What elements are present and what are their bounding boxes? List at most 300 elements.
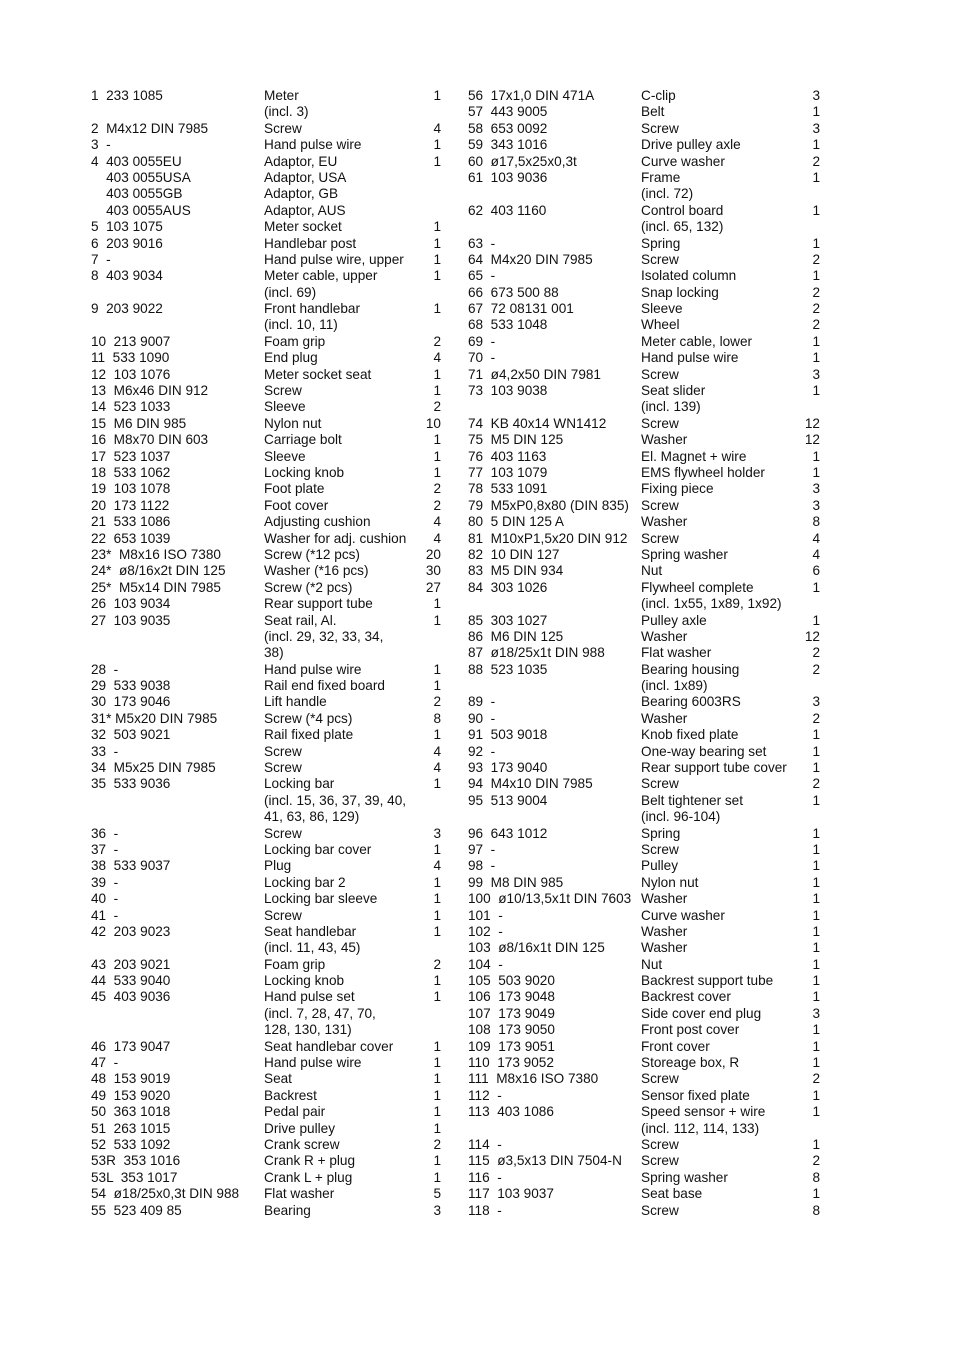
- part-quantity: 1: [433, 1120, 441, 1136]
- parts-list-row: [91, 137, 441, 153]
- part-description: Crank L + plug: [264, 1169, 353, 1185]
- parts-list-row: [468, 1088, 820, 1104]
- part-number: 104 -: [468, 956, 503, 972]
- part-quantity: 2: [812, 710, 820, 726]
- parts-list-row: [468, 367, 820, 383]
- part-quantity: 1: [433, 841, 441, 857]
- parts-list-row: [468, 760, 820, 776]
- part-number: 37 -: [91, 841, 119, 857]
- part-number: 66 673 500 88: [468, 284, 559, 300]
- parts-list-row: [91, 596, 441, 612]
- part-quantity: 12: [804, 415, 820, 431]
- part-description: Rear support tube: [264, 596, 373, 612]
- part-description: (incl. 65, 132): [641, 219, 724, 235]
- parts-list-row: [468, 1071, 820, 1087]
- part-number: 2 M4x12 DIN 7985: [91, 120, 209, 136]
- part-number: 49 153 9020: [91, 1087, 171, 1103]
- part-description: One-way bearing set: [641, 743, 767, 759]
- part-number: 74 KB 40x14 WN1412: [468, 415, 607, 431]
- part-description: Seat handlebar cover: [264, 1038, 394, 1054]
- parts-list-row: [468, 219, 820, 235]
- part-description: Seat slider: [641, 383, 706, 399]
- part-description: Fixing piece: [641, 481, 714, 497]
- part-description: Foam grip: [264, 333, 326, 349]
- parts-list-row: [468, 268, 820, 284]
- parts-list-row: [468, 481, 820, 497]
- part-description: Washer: [641, 940, 688, 956]
- part-number: 6 203 9016: [91, 235, 163, 251]
- part-number: 3 -: [91, 137, 111, 153]
- part-description: Screw: [641, 841, 679, 857]
- parts-list-row: [468, 1203, 820, 1219]
- parts-list-row: [91, 1006, 441, 1022]
- parts-list-row: [91, 1022, 441, 1038]
- part-quantity: 1: [433, 251, 441, 267]
- part-number: 47 -: [91, 1055, 119, 1071]
- part-quantity: 8: [812, 514, 820, 530]
- part-description: Flat washer: [641, 645, 712, 661]
- part-description: Sleeve: [264, 448, 306, 464]
- parts-list-row: [468, 498, 820, 514]
- parts-list-row: [468, 629, 820, 645]
- parts-list-row: [468, 1039, 820, 1055]
- part-description: Bearing housing: [641, 661, 740, 677]
- parts-list-row: [468, 727, 820, 743]
- parts-list-row: [91, 809, 441, 825]
- part-description: Locking bar 2: [264, 874, 346, 890]
- part-description: Sleeve: [264, 399, 306, 415]
- part-number: 34 M5x25 DIN 7985: [91, 760, 216, 776]
- part-number: 21 533 1086: [91, 514, 171, 530]
- part-quantity: 3: [812, 1005, 820, 1021]
- part-description: (incl. 1x89): [641, 678, 708, 694]
- part-description: Meter socket seat: [264, 366, 372, 382]
- part-quantity: 4: [812, 530, 820, 546]
- part-description: Backrest support tube: [641, 973, 774, 989]
- part-description: Washer: [641, 514, 688, 530]
- part-description: Foot cover: [264, 497, 329, 513]
- part-number: 60 ø17,5x25x0,3t: [468, 153, 577, 169]
- parts-list-row: [468, 236, 820, 252]
- part-description: (incl. 10, 11): [264, 317, 338, 333]
- part-number: 45 403 9036: [91, 989, 171, 1005]
- part-description: Screw: [641, 366, 679, 382]
- parts-list-row: [468, 301, 820, 317]
- part-quantity: 8: [812, 1169, 820, 1185]
- part-description: Sleeve: [641, 301, 683, 317]
- parts-list-row: [91, 170, 441, 186]
- parts-list-row: [91, 1088, 441, 1104]
- part-description: Seat: [264, 1071, 292, 1087]
- part-number: 75 M5 DIN 125: [468, 432, 564, 448]
- part-number: 90 -: [468, 710, 496, 726]
- part-quantity: 1: [433, 973, 441, 989]
- parts-list-row: [468, 465, 820, 481]
- part-number: 115 ø3,5x13 DIN 7504-N: [468, 1153, 622, 1169]
- parts-list-row: [91, 301, 441, 317]
- part-number: 110 173 9052: [468, 1055, 554, 1071]
- part-quantity: 2: [433, 694, 441, 710]
- part-number: 82 10 DIN 127: [468, 546, 560, 562]
- parts-list-row: [91, 1186, 441, 1202]
- part-number: 44 533 9040: [91, 973, 171, 989]
- part-number: 113 403 1086: [468, 1104, 554, 1120]
- part-number: 69 -: [468, 333, 496, 349]
- parts-list-row: [468, 662, 820, 678]
- parts-list-row: [468, 809, 820, 825]
- parts-list-row: [91, 1104, 441, 1120]
- parts-list-row: [91, 613, 441, 629]
- parts-list-row: [91, 481, 441, 497]
- part-description: Screw: [264, 120, 302, 136]
- part-number: 88 523 1035: [468, 661, 548, 677]
- part-description: (incl. 96-104): [641, 809, 721, 825]
- part-quantity: 1: [812, 268, 820, 284]
- parts-list-row: [468, 1153, 820, 1169]
- part-number: 5 103 1075: [91, 219, 163, 235]
- parts-list-row: [468, 334, 820, 350]
- parts-list-row: [468, 514, 820, 530]
- parts-list-row: [468, 383, 820, 399]
- part-description: Washer: [641, 628, 688, 644]
- part-quantity: 1: [812, 1038, 820, 1054]
- part-description: Nylon nut: [641, 874, 699, 890]
- part-quantity: 2: [812, 317, 820, 333]
- part-description: (incl. 112, 114, 133): [641, 1120, 760, 1136]
- parts-list-row: [468, 203, 820, 219]
- part-description: Hand pulse wire: [264, 661, 362, 677]
- part-description: Spring: [641, 825, 681, 841]
- parts-list-row: [468, 399, 820, 415]
- part-number: 84 303 1026: [468, 579, 548, 595]
- part-description: Plug: [264, 858, 292, 874]
- parts-list-row: [468, 563, 820, 579]
- parts-list-row: [468, 350, 820, 366]
- part-quantity: 1: [812, 350, 820, 366]
- part-description: Screw (*2 pcs): [264, 579, 353, 595]
- part-description: Adjusting cushion: [264, 514, 371, 530]
- part-number: 94 M4x10 DIN 7985: [468, 776, 593, 792]
- part-quantity: 3: [812, 88, 820, 103]
- part-quantity: 2: [812, 776, 820, 792]
- parts-list-row: [91, 88, 441, 104]
- part-number: 99 M8 DIN 985: [468, 874, 564, 890]
- part-quantity: 2: [812, 645, 820, 661]
- part-quantity: 2: [812, 284, 820, 300]
- part-description: Front handlebar: [264, 301, 360, 317]
- part-quantity: 30: [425, 563, 441, 579]
- part-quantity: 1: [812, 792, 820, 808]
- part-quantity: 1: [433, 235, 441, 251]
- parts-list-row: [91, 367, 441, 383]
- parts-list-row: [468, 88, 820, 104]
- part-description: Flat washer: [264, 1186, 335, 1202]
- part-quantity: 1: [433, 1104, 441, 1120]
- part-number: 85 303 1027: [468, 612, 548, 628]
- part-quantity: 10: [425, 415, 441, 431]
- part-number: 42 203 9023: [91, 923, 171, 939]
- parts-list-row: [91, 694, 441, 710]
- part-number: 56 17x1,0 DIN 471A: [468, 88, 595, 103]
- part-quantity: 1: [812, 923, 820, 939]
- part-quantity: 1: [433, 448, 441, 464]
- part-number: 71 ø4,2x50 DIN 7981: [468, 366, 601, 382]
- parts-list-row: [468, 170, 820, 186]
- parts-list-row: [468, 121, 820, 137]
- part-description: Hand pulse set: [264, 989, 355, 1005]
- part-quantity: 1: [433, 1071, 441, 1087]
- parts-list-row: [91, 776, 441, 792]
- part-description: Hand pulse wire: [264, 137, 362, 153]
- part-quantity: 1: [433, 989, 441, 1005]
- part-description: Locking bar sleeve: [264, 891, 378, 907]
- part-quantity: 1: [433, 153, 441, 169]
- part-description: Screw: [641, 1202, 679, 1218]
- part-number: 77 103 1079: [468, 464, 548, 480]
- part-description: Lift handle: [264, 694, 327, 710]
- part-description: (incl. 139): [641, 399, 701, 415]
- parts-list-row: [91, 252, 441, 268]
- part-description: Nut: [641, 563, 663, 579]
- part-quantity: 1: [812, 858, 820, 874]
- parts-list-row: [468, 891, 820, 907]
- part-quantity: 1: [812, 956, 820, 972]
- part-quantity: 1: [433, 907, 441, 923]
- part-quantity: 20: [425, 546, 441, 562]
- part-quantity: 3: [812, 120, 820, 136]
- part-description: C-clip: [641, 88, 676, 103]
- part-number: 33 -: [91, 743, 119, 759]
- part-quantity: 4: [812, 546, 820, 562]
- parts-list-row: [91, 1170, 441, 1186]
- part-number: 9 203 9022: [91, 301, 163, 317]
- part-quantity: 1: [433, 1038, 441, 1054]
- parts-list-row: [91, 1055, 441, 1071]
- part-quantity: 3: [812, 497, 820, 513]
- part-number: 14 523 1033: [91, 399, 171, 415]
- part-quantity: 2: [433, 481, 441, 497]
- part-description: Spring washer: [641, 1169, 728, 1185]
- part-description: Screw (*12 pcs): [264, 546, 360, 562]
- part-description: Bearing: [264, 1202, 311, 1218]
- part-quantity: 3: [812, 694, 820, 710]
- parts-list-row: [468, 104, 820, 120]
- part-number: 10 213 9007: [91, 333, 171, 349]
- part-description: Belt: [641, 104, 665, 120]
- part-quantity: 1: [433, 383, 441, 399]
- parts-list-row: [91, 711, 441, 727]
- part-description: Hand pulse wire: [641, 350, 739, 366]
- part-quantity: 5: [433, 1186, 441, 1202]
- part-number: 67 72 08131 001: [468, 301, 574, 317]
- part-quantity: 27: [425, 579, 441, 595]
- part-number: 95 513 9004: [468, 792, 548, 808]
- parts-list-row: [91, 580, 441, 596]
- part-quantity: 1: [812, 841, 820, 857]
- part-description: Screw: [641, 1137, 679, 1152]
- part-quantity: 1: [812, 333, 820, 349]
- parts-list-row: [91, 875, 441, 891]
- parts-list-row: [91, 334, 441, 350]
- part-quantity: 2: [433, 497, 441, 513]
- parts-list-right-column: [468, 88, 820, 1219]
- part-description: Locking knob: [264, 973, 345, 989]
- part-quantity: 1: [812, 1137, 820, 1152]
- parts-list-row: [468, 1006, 820, 1022]
- part-quantity: 1: [433, 1055, 441, 1071]
- part-number: 32 503 9021: [91, 727, 171, 743]
- part-number: 89 -: [468, 694, 496, 710]
- parts-list-row: [91, 891, 441, 907]
- part-quantity: 1: [812, 825, 820, 841]
- part-quantity: 1: [433, 596, 441, 612]
- parts-list-row: [91, 449, 441, 465]
- part-description: Front post cover: [641, 1022, 740, 1038]
- part-quantity: 6: [812, 563, 820, 579]
- part-quantity: 4: [433, 514, 441, 530]
- parts-list-row: [468, 776, 820, 792]
- part-number: 51 263 1015: [91, 1120, 171, 1136]
- part-quantity: 1: [812, 940, 820, 956]
- part-number: 46 173 9047: [91, 1038, 171, 1054]
- part-number: 114 -: [468, 1137, 502, 1152]
- part-quantity: 2: [433, 1137, 441, 1152]
- part-description: Washer (*16 pcs): [264, 563, 369, 579]
- parts-list-row: [91, 104, 441, 120]
- part-description: Screw: [641, 1071, 679, 1087]
- part-quantity: 2: [812, 1071, 820, 1087]
- part-description: (incl. 29, 32, 33, 34,: [264, 628, 384, 644]
- part-number: 118 -: [468, 1202, 502, 1218]
- parts-list-row: [91, 793, 441, 809]
- part-quantity: 1: [812, 874, 820, 890]
- part-description: 38): [264, 645, 284, 661]
- part-description: Backrest cover: [641, 989, 731, 1005]
- part-number: 80 5 DIN 125 A: [468, 514, 564, 530]
- part-description: Meter: [264, 88, 299, 103]
- part-quantity: 1: [812, 104, 820, 120]
- parts-list-row: [91, 1137, 441, 1153]
- part-quantity: 1: [433, 776, 441, 792]
- part-quantity: 3: [433, 825, 441, 841]
- part-description: Screw: [641, 497, 679, 513]
- parts-list-row: [468, 711, 820, 727]
- parts-list-row: [91, 383, 441, 399]
- part-description: Screw: [264, 760, 302, 776]
- part-description: Meter cable, upper: [264, 268, 378, 284]
- part-number: 112 -: [468, 1087, 502, 1103]
- parts-list-row: [468, 826, 820, 842]
- part-description: 128, 130, 131): [264, 1022, 352, 1038]
- parts-list-row: [468, 924, 820, 940]
- part-number: 83 M5 DIN 934: [468, 563, 564, 579]
- parts-list-row: [91, 940, 441, 956]
- part-quantity: 1: [433, 301, 441, 317]
- parts-list-row: [91, 154, 441, 170]
- part-description: (incl. 15, 36, 37, 39, 40,: [264, 792, 407, 808]
- part-quantity: 1: [433, 219, 441, 235]
- part-description: Seat handlebar: [264, 923, 357, 939]
- part-number: 15 M6 DIN 985: [91, 415, 187, 431]
- parts-list-row: [468, 449, 820, 465]
- part-description: Screw: [264, 825, 302, 841]
- part-quantity: 12: [804, 628, 820, 644]
- part-number: 38 533 9037: [91, 858, 171, 874]
- part-quantity: 2: [433, 399, 441, 415]
- parts-list-row: [468, 317, 820, 333]
- part-description: Washer: [641, 891, 688, 907]
- part-quantity: 1: [812, 235, 820, 251]
- part-quantity: 1: [433, 612, 441, 628]
- part-description: Belt tightener set: [641, 792, 744, 808]
- part-number: 36 -: [91, 825, 119, 841]
- part-quantity: 2: [812, 661, 820, 677]
- part-quantity: 1: [812, 973, 820, 989]
- part-description: Hand pulse wire, upper: [264, 251, 404, 267]
- part-number: 53L 353 1017: [91, 1169, 178, 1185]
- part-number: 41 -: [91, 907, 119, 923]
- part-number: 57 443 9005: [468, 104, 548, 120]
- parts-list-row: [91, 203, 441, 219]
- part-number: 27 103 9035: [91, 612, 171, 628]
- part-description: Foot plate: [264, 481, 325, 497]
- part-number: 108 173 9050: [468, 1022, 555, 1038]
- part-quantity: 2: [433, 956, 441, 972]
- part-description: 41, 63, 86, 129): [264, 809, 360, 825]
- part-description: Screw: [264, 383, 302, 399]
- part-description: Drive pulley axle: [641, 137, 741, 153]
- part-description: Rail fixed plate: [264, 727, 354, 743]
- parts-list-row: [468, 1022, 820, 1038]
- parts-list-row: [91, 1153, 441, 1169]
- part-description: Drive pulley: [264, 1120, 336, 1136]
- part-number: 86 M6 DIN 125: [468, 628, 564, 644]
- part-description: Nut: [641, 956, 663, 972]
- parts-list-row: [468, 285, 820, 301]
- part-number: 16 M8x70 DIN 603: [91, 432, 209, 448]
- parts-list-row: [91, 924, 441, 940]
- part-number: 4 403 0055EU: [91, 153, 182, 169]
- part-description: Bearing 6003RS: [641, 694, 741, 710]
- part-quantity: 1: [812, 202, 820, 218]
- part-quantity: 3: [433, 1202, 441, 1218]
- part-number: 70 -: [468, 350, 496, 366]
- parts-list-row: [91, 236, 441, 252]
- part-quantity: 1: [812, 1022, 820, 1038]
- part-quantity: 1: [812, 383, 820, 399]
- part-description: Side cover end plug: [641, 1005, 762, 1021]
- parts-list-row: [91, 760, 441, 776]
- part-quantity: 1: [812, 1087, 820, 1103]
- parts-list-row: [91, 285, 441, 301]
- part-number: 73 103 9038: [468, 383, 548, 399]
- part-number: 26 103 9034: [91, 596, 171, 612]
- part-description: Screw: [641, 251, 679, 267]
- parts-list-row: [91, 826, 441, 842]
- parts-list-row: [468, 137, 820, 153]
- parts-list-row: [468, 989, 820, 1005]
- part-quantity: 1: [812, 464, 820, 480]
- part-number: 111 M8x16 ISO 7380: [468, 1071, 599, 1087]
- parts-list-row: [91, 432, 441, 448]
- part-description: Screw: [641, 1153, 679, 1169]
- part-number: 35 533 9036: [91, 776, 171, 792]
- part-number: 23* M8x16 ISO 7380: [91, 546, 221, 562]
- part-description: Backrest: [264, 1087, 317, 1103]
- part-number: 30 173 9046: [91, 694, 171, 710]
- part-description: (incl. 69): [264, 284, 317, 300]
- part-number: 39 -: [91, 874, 119, 890]
